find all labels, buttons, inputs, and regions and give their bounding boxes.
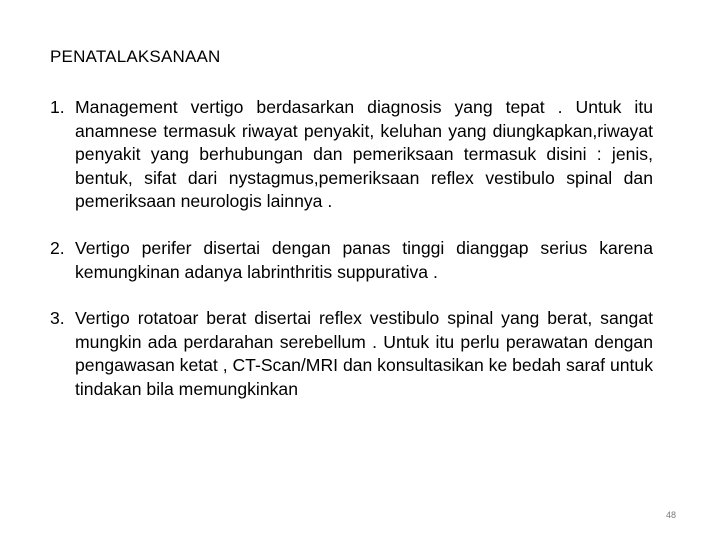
- page-number: 48: [665, 510, 676, 520]
- list-item: [50, 237, 653, 284]
- management-list: [50, 96, 653, 425]
- list-item: [50, 307, 653, 401]
- list-item: [50, 96, 653, 214]
- list-item-number: 2.: [50, 237, 65, 258]
- list-item-text: Management vertigo berdasarkan diagnosis yang tepat . Untuk itu anamnese termasuk riwayat penyakit, keluhan yang diungkapkan,riwayat penyakit yang berhubungan dan pemeriksaan termasuk disini : jenis, bentuk, sifat dari nystagmus,pemeriksaan reflex vestibulo spinal dan pemeriksaan neurologis lainnya .: [75, 97, 653, 212]
- list-item-number: 1.: [50, 97, 65, 117]
- list-item-text: Vertigo perifer disertai dengan panas tinggi dianggap serius karena kemungkinan adanya labrinthritis suppurativa .: [75, 237, 653, 282]
- list-item-number: 3.: [50, 308, 65, 329]
- slide-title: PENATALAKSANAAN: [50, 47, 221, 66]
- list-item-text: Vertigo rotatoar berat disertai reflex vestibulo spinal yang berat, sangat mungkin ada perdarahan serebellum . Untuk itu perlu perawatan dengan pengawasan ketat , CT-Scan/MRI dan konsultasikan ke bedah saraf untuk tindakan bila memungkinkan: [75, 308, 653, 399]
